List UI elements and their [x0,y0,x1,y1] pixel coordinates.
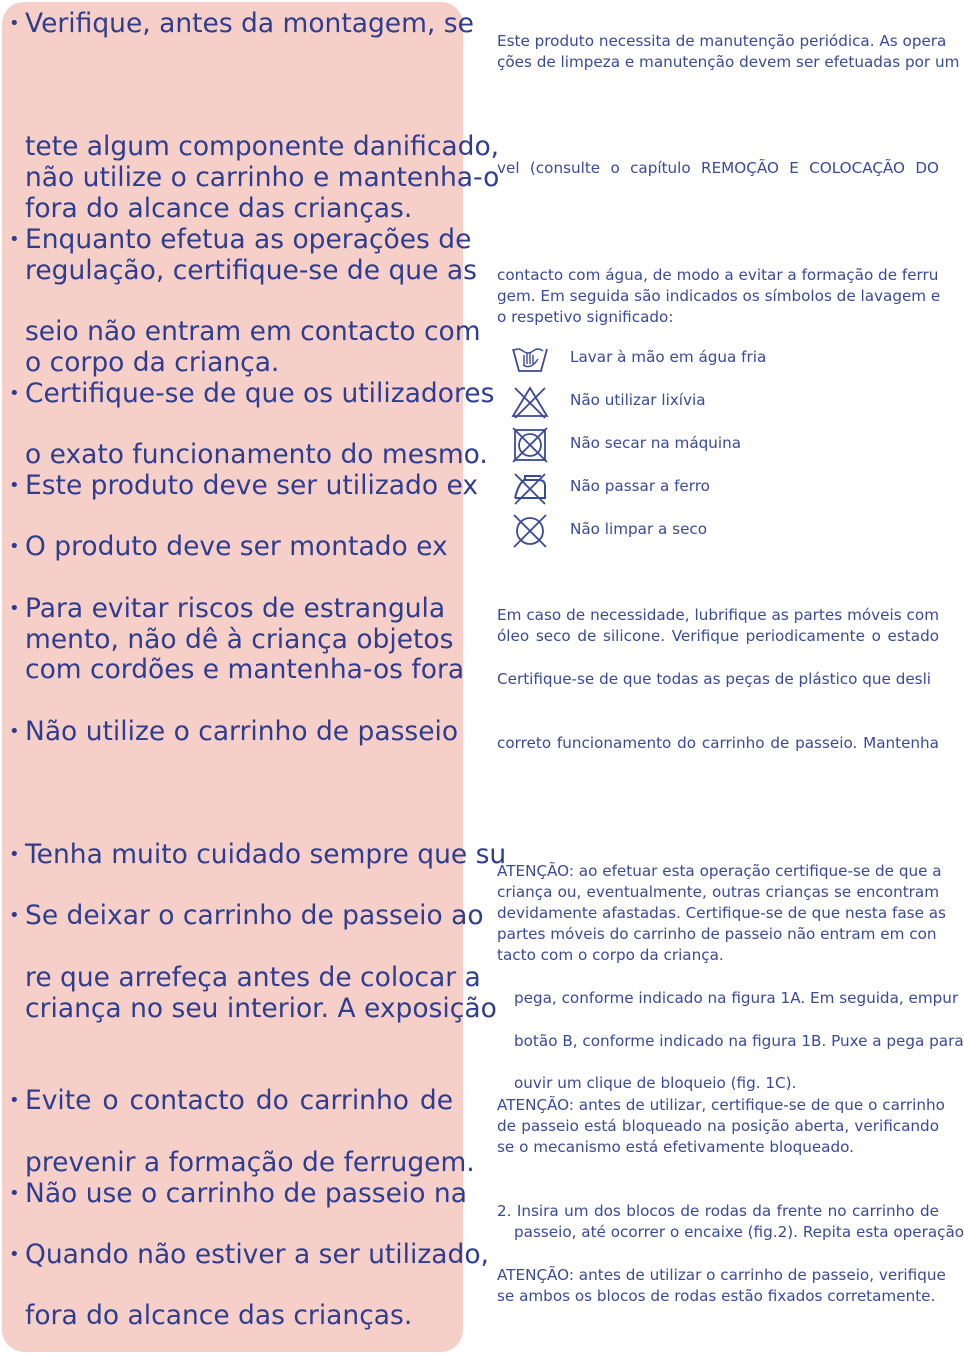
bullet: • [9,598,20,619]
body-line: óleo seco de silicone. Verifique periodicamente o estado [497,627,939,645]
bullet: • [9,1244,20,1265]
bullet: • [9,383,20,404]
care-symbol-label: Não passar a ferro [570,477,710,495]
body-line: devidamente afastadas. Certifique-se de que nesta fase as [497,904,946,922]
body-line: Certifique-se de que todas as peças de plástico que desli [497,670,932,688]
care-symbol-row [505,468,945,508]
warning-line: Este produto deve ser utilizado ex [25,470,479,501]
bullet: • [9,229,20,250]
body-line: pega, conforme indicado na figura 1A. Em seguida, empur [514,989,959,1007]
body-line: gem. Em seguida são indicados os símbolos de lavagem e [497,287,941,305]
warning-line: Tenha muito cuidado sempre que su [25,839,507,870]
warning-line: o corpo da criança. [25,347,280,378]
body-line: correto funcionamento do carrinho de passeio. Mantenha [497,734,939,752]
care-symbol-row [505,339,945,379]
warning-line: mento, não dê à criança objetos [25,624,454,655]
no-iron-icon [511,470,549,506]
body-line: se ambos os blocos de rodas estão fixados corretamente. [497,1287,936,1305]
body-line: vel (consulte o capítulo REMOÇÃO E COLOCAÇÃO DO [497,159,939,177]
body-line: contacto com água, de modo a evitar a formação de ferru [497,266,939,284]
bullet: • [9,13,20,34]
care-symbol-label: Não utilizar lixívia [570,391,706,409]
body-line: ções de limpeza e manutenção devem ser efetuadas por um [497,53,960,71]
warning-line: tete algum componente danificado, [25,131,500,162]
body-line: partes móveis do carrinho de passeio não entram em con [497,925,937,943]
bullet: • [9,475,20,496]
bullet: • [9,905,20,926]
care-symbol-row [505,511,945,551]
warning-line: re que arrefeça antes de colocar a [25,962,481,993]
no-dry-clean-icon [511,513,549,549]
body-line: ATENÇÃO: ao efetuar esta operação certifique-se de que a [497,862,942,880]
body-line: ouvir um clique de bloqueio (fig. 1C). [514,1074,797,1092]
body-line: passeio, até ocorrer o encaixe (fig.2). Repita esta operação [514,1223,964,1241]
warning-line: Para evitar riscos de estrangula [25,593,446,624]
body-line: 2. Insira um dos blocos de rodas da frente no carrinho de [497,1202,939,1220]
warning-line: prevenir a formação de ferrugem. [25,1147,475,1178]
body-line: Em caso de necessidade, lubrifique as partes móveis com [497,606,939,624]
body-line: Este produto necessita de manutenção periódica. As opera [497,32,947,50]
warning-line: com cordões e mantenha-os fora [25,654,465,685]
hand-wash-icon [511,341,549,377]
warning-line: O produto deve ser montado ex [25,531,448,562]
warning-line: Certifique-se de que os utilizadores [25,378,495,409]
care-symbol-label: Lavar à mão em água fria [570,348,767,366]
bullet: • [9,844,20,865]
warning-line: o exato funcionamento do mesmo. [25,439,488,470]
body-line: de passeio está bloqueado na posição aberta, verificando [497,1117,939,1135]
body-line: tacto com o corpo da criança. [497,946,724,964]
warning-line: Não use o carrinho de passeio na [25,1178,467,1209]
body-line: ATENÇÃO: antes de utilizar o carrinho de passeio, verifique [497,1266,946,1284]
warning-line: Evite o contacto do carrinho de [25,1085,453,1116]
bullet: • [9,721,20,742]
care-symbol-row [505,382,945,422]
bullet: • [9,1183,20,1204]
warning-line: seio não entram em contacto com [25,316,481,347]
warning-line: Não utilize o carrinho de passeio [25,716,459,747]
body-line: criança ou, eventualmente, outras crianças se encontram [497,883,939,901]
body-line: se o mecanismo está efetivamente bloqueado. [497,1138,854,1156]
warning-line: Quando não estiver a ser utilizado, [25,1239,489,1270]
bullet: • [9,536,20,557]
warning-line: Verifique, antes da montagem, se [25,8,474,39]
warning-line: criança no seu interior. A exposição [25,993,497,1024]
care-symbol-row [505,425,945,465]
no-bleach-icon [511,384,549,420]
warning-line: Enquanto efetua as operações de [25,224,472,255]
warning-line: fora do alcance das crianças. [25,1300,413,1331]
warning-line: regulação, certifique-se de que as [25,255,477,286]
body-line: botão B, conforme indicado na figura 1B. Puxe a pega para [514,1032,964,1050]
warning-line: não utilize o carrinho e mantenha-o [25,162,500,193]
no-tumble-dry-icon [511,427,549,463]
care-symbol-label: Não secar na máquina [570,434,742,452]
warning-line: Se deixar o carrinho de passeio ao [25,900,484,931]
bullet: • [9,1090,20,1111]
body-line: o respetivo significado: [497,308,674,326]
care-symbol-label: Não limpar a seco [570,520,708,538]
warning-line: fora do alcance das crianças. [25,193,413,224]
body-line: ATENÇÃO: antes de utilizar, certifique-se de que o carrinho [497,1096,945,1114]
